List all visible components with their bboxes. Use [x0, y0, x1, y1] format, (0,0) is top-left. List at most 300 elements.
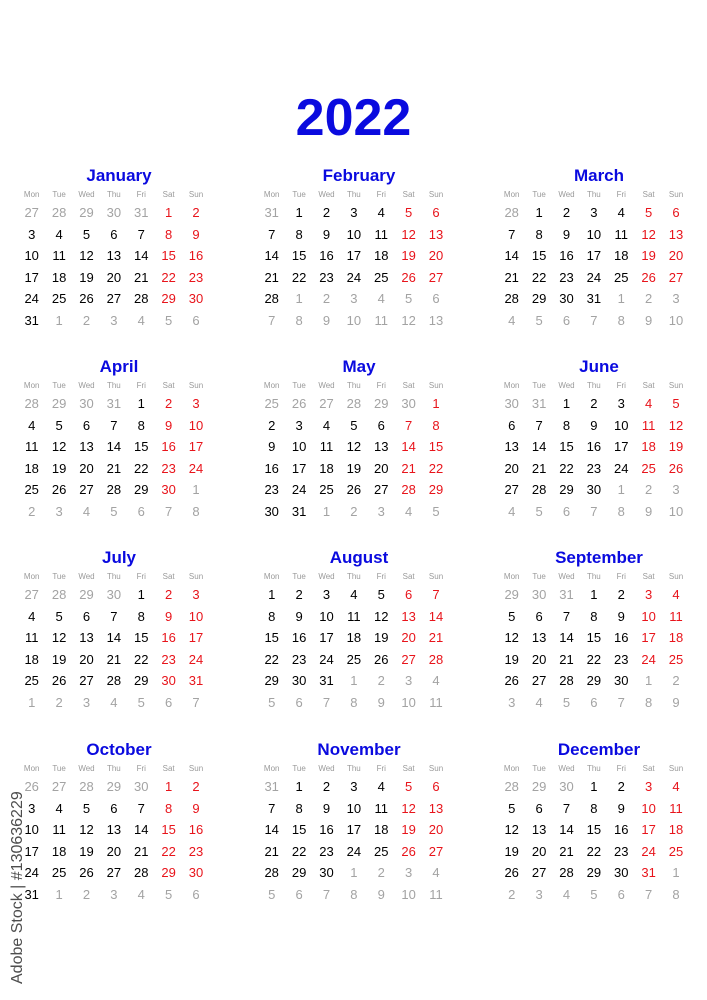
- day-cell: 19: [79, 269, 94, 285]
- day-cell: 31: [24, 886, 39, 902]
- weekday-header: Fri: [136, 381, 146, 390]
- week-row: [258, 501, 450, 523]
- day-cell: 26: [401, 269, 416, 285]
- day-cell: 28: [504, 205, 519, 220]
- day-cell: 3: [192, 396, 200, 411]
- day-cell: 6: [110, 800, 118, 816]
- month-name: October: [86, 740, 152, 759]
- day-cell: 10: [188, 608, 204, 624]
- week-row: [258, 224, 450, 246]
- day-cell: 16: [188, 822, 204, 837]
- day-cell: 6: [590, 694, 598, 710]
- day-cell: 2: [617, 587, 625, 602]
- day-cell: 21: [264, 843, 279, 859]
- weekday-header: Mon: [503, 572, 520, 581]
- day-cell: 3: [350, 779, 358, 794]
- weekday-header: Wed: [78, 190, 95, 199]
- day-cell: 27: [428, 843, 444, 859]
- week-row: [258, 584, 450, 606]
- day-cell: 23: [188, 269, 204, 285]
- day-cell: 4: [562, 886, 571, 902]
- day-cell: 9: [645, 312, 653, 328]
- day-cell: 2: [192, 779, 200, 794]
- day-cell: 5: [268, 694, 276, 710]
- day-cell: 3: [405, 673, 413, 688]
- month-name: March: [573, 166, 625, 185]
- day-cell: 3: [405, 865, 413, 880]
- week-row: [498, 776, 690, 798]
- day-cell: 8: [137, 608, 145, 624]
- month-february: [258, 166, 450, 331]
- week-row: [258, 288, 450, 310]
- day-cell: 29: [586, 673, 602, 688]
- day-cell: 1: [645, 673, 653, 688]
- weekday-header: Wed: [78, 572, 95, 581]
- day-cell: 12: [51, 630, 67, 645]
- weekday-header: Sun: [428, 190, 444, 199]
- day-cell: 7: [137, 226, 145, 242]
- day-cell: 8: [137, 417, 145, 433]
- week-row: [18, 606, 210, 628]
- day-cell: 18: [614, 248, 629, 263]
- day-cell: 6: [82, 608, 91, 624]
- day-cell: 1: [165, 205, 173, 220]
- day-cell: 22: [586, 843, 602, 859]
- day-cell: 29: [374, 396, 389, 411]
- month-july: [18, 548, 210, 713]
- day-cell: 3: [350, 205, 358, 220]
- day-cell: 3: [82, 694, 91, 710]
- weekday-header-row: [18, 762, 210, 776]
- day-cell: 1: [432, 396, 440, 411]
- day-cell: 18: [51, 269, 67, 285]
- day-cell: 18: [346, 630, 362, 645]
- day-cell: 11: [24, 439, 39, 454]
- weekday-header: Sat: [642, 381, 655, 390]
- day-cell: 1: [165, 779, 173, 794]
- weekday-header: Sun: [188, 764, 204, 773]
- week-row: [258, 267, 450, 289]
- day-cell: 31: [586, 291, 602, 306]
- weekday-header: Tue: [52, 381, 66, 390]
- day-cell: 26: [291, 396, 307, 411]
- day-cell: 23: [161, 651, 176, 667]
- weekday-header: Thu: [106, 572, 121, 581]
- weekday-header: Mon: [503, 381, 520, 390]
- day-cell: 27: [374, 482, 389, 497]
- day-cell: 20: [401, 630, 416, 645]
- day-cell: 5: [82, 226, 91, 242]
- day-cell: 20: [531, 843, 547, 859]
- weekday-header: Wed: [558, 572, 575, 581]
- day-cell: 25: [668, 651, 684, 667]
- weekday-header-row: [498, 188, 690, 202]
- weekday-header: Sat: [402, 381, 415, 390]
- day-cell: 14: [401, 439, 416, 454]
- day-cell: 9: [322, 800, 331, 816]
- day-cell: 26: [374, 651, 389, 667]
- day-cell: 9: [165, 608, 173, 624]
- day-cell: 8: [350, 694, 358, 710]
- day-cell: 29: [504, 587, 519, 602]
- day-cell: 9: [322, 312, 331, 328]
- weekday-header: Tue: [52, 190, 66, 199]
- weekday-header-row: [498, 762, 690, 776]
- day-cell: 10: [401, 886, 416, 902]
- day-cell: 30: [134, 779, 149, 794]
- day-cell: 7: [535, 417, 543, 433]
- day-cell: 28: [346, 396, 362, 411]
- day-cell: 30: [319, 865, 334, 880]
- weekday-header: Tue: [52, 764, 66, 773]
- week-row: [18, 458, 210, 480]
- day-cell: 29: [291, 865, 307, 880]
- day-cell: 8: [350, 886, 358, 902]
- week-row: [258, 627, 450, 649]
- week-row: [18, 393, 210, 415]
- weekday-header: Thu: [586, 764, 601, 773]
- month-august: [258, 548, 450, 713]
- day-cell: 2: [82, 312, 91, 328]
- day-cell: 31: [319, 673, 334, 688]
- weekday-header: Wed: [78, 764, 95, 773]
- day-cell: 30: [79, 396, 94, 411]
- day-cell: 1: [268, 587, 276, 602]
- day-cell: 3: [672, 291, 680, 306]
- month-march: [498, 166, 690, 331]
- day-cell: 8: [645, 694, 653, 710]
- day-cell: 9: [165, 417, 173, 433]
- month-november: [258, 740, 450, 905]
- day-cell: 10: [319, 608, 334, 624]
- weekday-header: Tue: [292, 190, 306, 199]
- day-cell: 14: [504, 248, 519, 263]
- day-cell: 16: [161, 630, 176, 645]
- day-cell: 18: [668, 822, 684, 837]
- day-cell: 28: [51, 205, 67, 220]
- month-name: May: [342, 357, 376, 376]
- day-cell: 27: [531, 673, 547, 688]
- day-cell: 15: [134, 439, 149, 454]
- day-cell: 28: [504, 291, 519, 306]
- day-cell: 31: [531, 396, 547, 411]
- day-cell: 27: [319, 396, 334, 411]
- day-cell: 5: [645, 205, 653, 220]
- day-cell: 4: [432, 673, 440, 688]
- day-cell: 26: [24, 779, 39, 794]
- day-cell: 30: [559, 779, 574, 794]
- day-cell: 4: [672, 779, 680, 794]
- day-cell: 21: [264, 269, 279, 285]
- day-cell: 27: [504, 482, 519, 497]
- weekday-header: Sun: [188, 190, 204, 199]
- weekday-header: Fri: [376, 381, 386, 390]
- week-row: [498, 415, 690, 437]
- day-cell: 28: [401, 482, 416, 497]
- day-cell: 25: [668, 843, 684, 859]
- week-row: [498, 458, 690, 480]
- day-cell: 15: [291, 822, 307, 837]
- day-cell: 26: [504, 865, 519, 880]
- day-cell: 19: [79, 843, 94, 859]
- weekday-header-row: [258, 762, 450, 776]
- day-cell: 8: [268, 608, 276, 624]
- weekday-header: Tue: [532, 190, 546, 199]
- weekday-header: Thu: [346, 572, 361, 581]
- day-cell: 20: [106, 843, 122, 859]
- day-cell: 6: [295, 694, 303, 710]
- day-cell: 10: [346, 226, 362, 242]
- weekday-header: Mon: [503, 764, 520, 773]
- day-cell: 8: [617, 312, 625, 328]
- day-cell: 11: [614, 226, 628, 242]
- day-cell: 29: [531, 291, 547, 306]
- day-cell: 3: [508, 694, 516, 710]
- day-cell: 9: [322, 226, 331, 242]
- day-cell: 29: [531, 779, 547, 794]
- day-cell: 1: [590, 779, 598, 794]
- day-cell: 25: [374, 843, 389, 859]
- day-cell: 21: [134, 843, 149, 859]
- day-cell: 16: [559, 248, 574, 263]
- day-cell: 6: [137, 503, 145, 519]
- day-cell: 11: [52, 248, 66, 263]
- day-cell: 5: [137, 694, 145, 710]
- day-cell: 7: [110, 417, 118, 433]
- day-cell: 4: [55, 800, 63, 816]
- day-cell: 8: [562, 417, 571, 433]
- day-cell: 4: [137, 312, 145, 328]
- weekday-header-row: [18, 379, 210, 393]
- day-cell: 20: [504, 460, 519, 476]
- day-cell: 12: [79, 822, 94, 837]
- day-cell: 13: [428, 800, 444, 816]
- day-cell: 6: [432, 205, 440, 220]
- day-cell: 13: [668, 226, 684, 242]
- day-cell: 27: [668, 269, 684, 285]
- day-cell: 30: [161, 482, 176, 497]
- day-cell: 9: [562, 226, 571, 242]
- day-cell: 5: [590, 886, 598, 902]
- day-cell: 18: [668, 630, 684, 645]
- day-cell: 20: [428, 248, 444, 263]
- day-cell: 10: [614, 417, 629, 433]
- day-cell: 11: [347, 608, 361, 624]
- week-row: [498, 841, 690, 863]
- weekday-header: Sat: [642, 572, 655, 581]
- week-row: [18, 819, 210, 841]
- day-cell: 25: [614, 269, 629, 285]
- week-row: [498, 436, 690, 458]
- day-cell: 3: [295, 417, 303, 433]
- day-cell: 16: [586, 439, 602, 454]
- day-cell: 21: [106, 651, 122, 667]
- day-cell: 5: [55, 608, 63, 624]
- week-row: [498, 670, 690, 692]
- day-cell: 6: [535, 608, 543, 624]
- day-cell: 27: [51, 779, 67, 794]
- day-cell: 14: [264, 248, 279, 263]
- day-cell: 25: [374, 269, 389, 285]
- day-cell: 29: [161, 291, 176, 306]
- day-cell: 8: [672, 886, 680, 902]
- week-row: [498, 884, 690, 906]
- day-cell: 2: [28, 503, 36, 519]
- day-cell: 7: [590, 312, 598, 328]
- week-row: [18, 670, 210, 692]
- day-cell: 9: [672, 694, 680, 710]
- day-cell: 22: [264, 651, 279, 667]
- day-cell: 20: [531, 651, 547, 667]
- day-cell: 5: [672, 396, 680, 411]
- day-cell: 12: [504, 630, 519, 645]
- day-cell: 4: [672, 587, 680, 602]
- week-row: [498, 501, 690, 523]
- weekday-header: Wed: [558, 381, 575, 390]
- day-cell: 21: [106, 460, 122, 476]
- day-cell: 21: [401, 460, 416, 476]
- day-cell: 7: [562, 608, 571, 624]
- day-cell: 7: [432, 587, 440, 602]
- day-cell: 7: [562, 800, 571, 816]
- weekday-header: Sun: [668, 190, 684, 199]
- day-cell: 31: [264, 779, 279, 794]
- month-name: January: [86, 166, 152, 185]
- day-cell: 26: [504, 673, 519, 688]
- weekday-header: Sun: [428, 764, 444, 773]
- day-cell: 7: [268, 226, 276, 242]
- day-cell: 3: [645, 587, 653, 602]
- day-cell: 3: [28, 800, 36, 816]
- day-cell: 30: [531, 587, 547, 602]
- week-row: [498, 202, 690, 224]
- day-cell: 24: [188, 460, 204, 476]
- day-cell: 3: [590, 205, 598, 220]
- day-cell: 20: [374, 460, 389, 476]
- week-row: [498, 692, 690, 714]
- day-cell: 26: [346, 482, 362, 497]
- day-cell: 25: [51, 865, 67, 880]
- day-cell: 7: [508, 226, 516, 242]
- day-cell: 8: [192, 503, 200, 519]
- day-cell: 5: [508, 608, 516, 624]
- weekday-header: Sat: [402, 572, 415, 581]
- day-cell: 19: [504, 843, 519, 859]
- weekday-header: Sat: [162, 572, 175, 581]
- day-cell: 23: [614, 843, 629, 859]
- day-cell: 31: [641, 865, 656, 880]
- day-cell: 13: [531, 630, 547, 645]
- day-cell: 28: [106, 673, 122, 688]
- week-row: [18, 776, 210, 798]
- day-cell: 5: [165, 312, 173, 328]
- day-cell: 5: [55, 417, 63, 433]
- week-row: [18, 501, 210, 523]
- day-cell: 13: [106, 248, 122, 263]
- week-row: [18, 310, 210, 332]
- day-cell: 22: [161, 843, 176, 859]
- day-cell: 10: [668, 503, 684, 519]
- day-cell: 7: [137, 800, 145, 816]
- day-cell: 28: [264, 865, 279, 880]
- day-cell: 11: [374, 800, 388, 816]
- month-name: June: [579, 357, 619, 376]
- day-cell: 2: [322, 291, 331, 306]
- week-row: [18, 288, 210, 310]
- day-cell: 9: [590, 417, 598, 433]
- day-cell: 16: [264, 460, 279, 476]
- day-cell: 22: [134, 460, 149, 476]
- day-cell: 12: [641, 226, 656, 242]
- day-cell: 13: [504, 439, 519, 454]
- day-cell: 15: [161, 822, 176, 837]
- day-cell: 18: [51, 843, 67, 859]
- day-cell: 15: [586, 822, 602, 837]
- weekday-header: Mon: [23, 764, 40, 773]
- weekday-header-row: [18, 570, 210, 584]
- day-cell: 2: [562, 205, 571, 220]
- day-cell: 31: [134, 205, 149, 220]
- day-cell: 1: [55, 886, 63, 902]
- week-row: [258, 862, 450, 884]
- weekday-header: Wed: [78, 381, 95, 390]
- week-row: [18, 415, 210, 437]
- day-cell: 6: [192, 312, 200, 328]
- day-cell: 7: [322, 694, 331, 710]
- day-cell: 8: [617, 503, 625, 519]
- stock-watermark-text: [6, 764, 28, 984]
- month-june: [498, 357, 690, 522]
- day-cell: 14: [134, 822, 149, 837]
- day-cell: 5: [405, 779, 413, 794]
- weekday-header: Fri: [376, 572, 386, 581]
- day-cell: 19: [346, 460, 362, 476]
- day-cell: 31: [106, 396, 122, 411]
- day-cell: 2: [322, 205, 331, 220]
- month-name: April: [99, 357, 139, 376]
- day-cell: 27: [24, 205, 39, 220]
- day-cell: 31: [24, 312, 39, 328]
- day-cell: 6: [672, 205, 680, 220]
- day-cell: 6: [535, 800, 543, 816]
- day-cell: 17: [346, 822, 362, 837]
- weekday-header: Wed: [318, 764, 335, 773]
- day-cell: 13: [428, 226, 444, 242]
- day-cell: 6: [432, 779, 440, 794]
- day-cell: 28: [134, 865, 149, 880]
- day-cell: 13: [428, 312, 444, 328]
- day-cell: 8: [432, 417, 440, 433]
- day-cell: 4: [322, 417, 331, 433]
- day-cell: 4: [508, 503, 516, 519]
- day-cell: 14: [106, 439, 122, 454]
- day-cell: 4: [110, 694, 118, 710]
- day-cell: 10: [346, 800, 362, 816]
- day-cell: 17: [319, 630, 334, 645]
- week-row: [258, 670, 450, 692]
- day-cell: 15: [559, 439, 574, 454]
- weekday-header: Sun: [428, 381, 444, 390]
- week-row: [498, 819, 690, 841]
- week-row: [258, 776, 450, 798]
- day-cell: 13: [79, 630, 94, 645]
- day-cell: 30: [614, 865, 629, 880]
- weekday-header: Tue: [532, 381, 546, 390]
- day-cell: 3: [110, 312, 118, 328]
- weekday-header: Thu: [106, 381, 121, 390]
- day-cell: 27: [106, 291, 122, 306]
- day-cell: 24: [641, 651, 656, 667]
